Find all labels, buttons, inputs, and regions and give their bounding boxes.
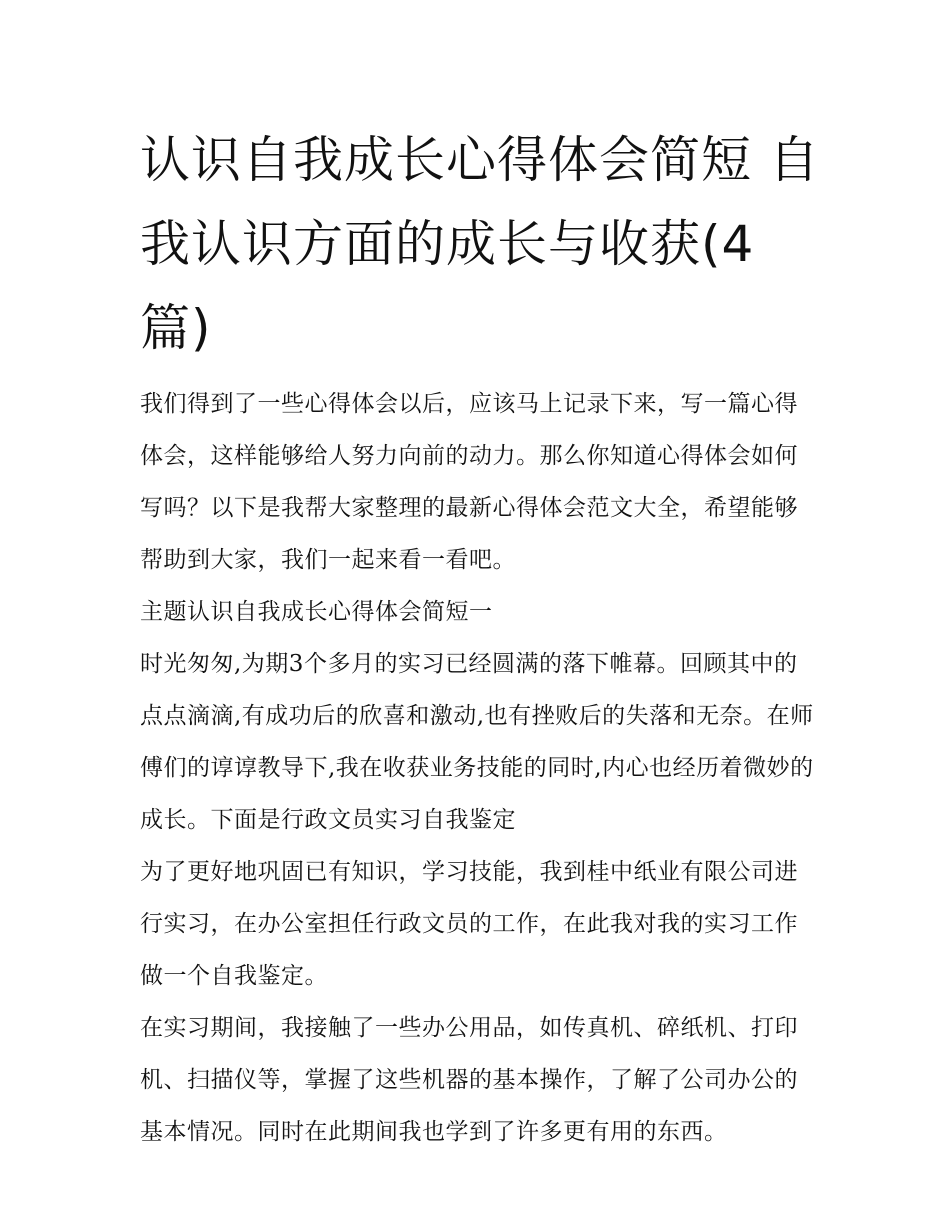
body-paragraph-1: 时光匆匆,为期3个多月的实习已经圆满的落下帷幕。回顾其中的点点滴滴,有成功后的欣喜和激动,也有挫败后的失落和无奈。在师傅们的谆谆教导下,我在收获业务技能的同时,内心也经历着微妙的成长。下面是行政文员实习自我鉴定	[140, 651, 814, 833]
document-title: 认识自我成长心得体会简短 自我认识方面的成长与收获(4篇)	[140, 131, 820, 357]
body-paragraph-2: 为了更好地巩固已有知识，学习技能，我到桂中纸业有限公司进行实习，在办公室担任行政文员的工作，在此我对我的实习工作做一个自我鉴定。	[140, 859, 798, 989]
intro-paragraph: 我们得到了一些心得体会以后，应该马上记录下来，写一篇心得体会，这样能够给人努力向前的动力。那么你知道心得体会如何写吗？以下是我帮大家整理的最新心得体会范文大全，希望能够帮助到大家，我们一起来看一看吧。	[140, 391, 798, 573]
section-heading: 主题认识自我成长心得体会简短一	[140, 599, 493, 625]
document-page	[140, 118, 820, 1158]
body-paragraph-3: 在实习期间，我接触了一些办公用品，如传真机、碎纸机、打印机、扫描仪等，掌握了这些机器的基本操作，了解了公司办公的基本情况。同时在此期间我也学到了许多更有用的东西。	[140, 1015, 798, 1145]
